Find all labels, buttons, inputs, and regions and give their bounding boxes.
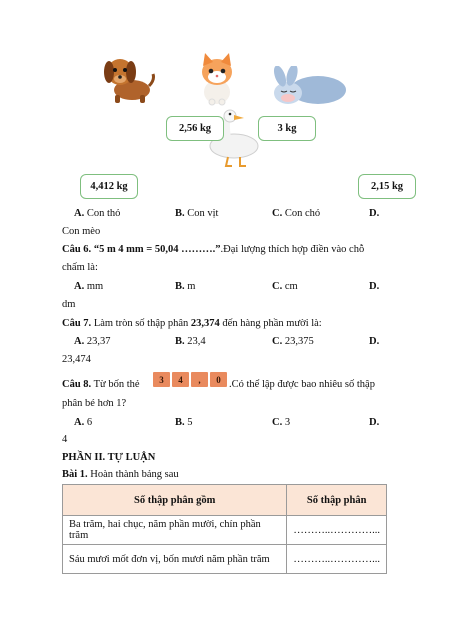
- table-cell: Ba trăm, hai chục, năm phần mười, chín phần trăm: [63, 516, 287, 545]
- question-text-end: đến hàng phần mười là:: [219, 318, 322, 329]
- q5-option-a: [74, 207, 120, 221]
- q5-option-c: [272, 207, 320, 221]
- q6-option-c: [272, 280, 298, 294]
- option-text: 6: [86, 417, 93, 428]
- q6-option-b: [175, 280, 195, 294]
- option-text: 3: [284, 417, 291, 428]
- question-label: Câu 8.: [62, 379, 92, 390]
- q8-option-c: [272, 416, 290, 430]
- q8-option-d-text: 4: [62, 434, 68, 445]
- option-letter: B.: [175, 281, 185, 292]
- option-letter: A.: [74, 336, 85, 347]
- question-label: Câu 7.: [62, 318, 92, 329]
- rabbit-illustration: [266, 66, 350, 106]
- table-cell: Sáu mươi mốt đơn vị, bốn mươi năm phần trăm: [63, 545, 287, 574]
- section-heading: PHẦN II. TỰ LUẬN: [62, 452, 156, 463]
- option-text: 5: [187, 417, 193, 428]
- option-text: 23,4: [187, 336, 206, 347]
- option-text: 23,37: [86, 336, 111, 347]
- option-letter: A.: [74, 208, 85, 219]
- q5-option-b: [175, 207, 218, 221]
- option-letter: B.: [175, 208, 185, 219]
- table-row: [63, 516, 387, 545]
- question-6-cont: chấm là:: [62, 262, 98, 273]
- question-text: Làm tròn số thập phân: [91, 318, 191, 329]
- decimal-table: [62, 484, 387, 574]
- option-text: Con vịt: [187, 208, 219, 219]
- question-number: 23,374: [190, 318, 220, 329]
- q5-option-d-text: Con mèo: [62, 226, 101, 237]
- question-8-start: [62, 378, 140, 392]
- option-letter: A.: [74, 281, 85, 292]
- number-cards: [153, 372, 229, 387]
- q6-option-a: [74, 280, 103, 294]
- weight-label-3: 4,412 kg: [80, 174, 138, 199]
- q8-option-d-letter: D.: [369, 417, 380, 428]
- q8-option-b: [175, 416, 193, 430]
- cat-illustration: [193, 52, 241, 106]
- option-text: m: [187, 281, 196, 292]
- exercise-1: [62, 468, 179, 482]
- weight-label-2: 3 kg: [258, 116, 316, 141]
- option-text: mm: [86, 281, 104, 292]
- question-8-cont: phân bé hơn 1?: [62, 398, 127, 409]
- question-label: Câu 6.: [62, 244, 92, 255]
- answer-blank[interactable]: ………..…………...: [287, 516, 387, 545]
- q6-option-d-letter: D.: [369, 281, 380, 292]
- option-letter: A.: [74, 417, 85, 428]
- exercise-label: Bài 1.: [62, 469, 88, 480]
- number-card: ,: [191, 372, 208, 387]
- question-8-text: .Có thể lập được bao nhiêu số thập: [229, 379, 375, 390]
- option-letter: C.: [272, 208, 283, 219]
- question-text: .Đại lượng thích hợp điền vào chỗ: [220, 244, 365, 255]
- weight-label-1: 2,56 kg: [166, 116, 224, 141]
- q7-option-a: [74, 335, 110, 349]
- number-card: 3: [153, 372, 170, 387]
- question-6: [62, 243, 364, 257]
- option-letter: C.: [272, 417, 283, 428]
- table-header-row: [63, 485, 387, 516]
- answer-blank[interactable]: ………..…………...: [287, 545, 387, 574]
- q7-option-d-text: 23,474: [62, 354, 91, 365]
- q6-option-d-text: dm: [62, 299, 76, 310]
- weight-label-4: 2,15 kg: [358, 174, 416, 199]
- q7-option-c: [272, 335, 314, 349]
- dog-illustration: [100, 50, 156, 106]
- column-header: Số thập phân gồm: [63, 485, 287, 516]
- option-letter: C.: [272, 336, 283, 347]
- option-text: Con thỏ: [86, 208, 121, 219]
- option-text: Con chó: [284, 208, 321, 219]
- option-letter: B.: [175, 336, 185, 347]
- question-text: Từ bốn thẻ: [91, 379, 140, 390]
- q8-option-a: [74, 416, 92, 430]
- column-header: Số thập phân: [287, 485, 387, 516]
- exercise-text: Hoàn thành bảng sau: [87, 469, 179, 480]
- number-card: 0: [210, 372, 227, 387]
- option-text: 23,375: [284, 336, 314, 347]
- q7-option-b: [175, 335, 206, 349]
- number-card: 4: [172, 372, 189, 387]
- q5-option-d-letter: D.: [369, 208, 380, 219]
- option-letter: C.: [272, 281, 283, 292]
- question-7: [62, 317, 322, 331]
- q7-option-d-letter: D.: [369, 336, 380, 347]
- option-letter: B.: [175, 417, 185, 428]
- question-prompt: “5 m 4 mm = 50,04 ……….”: [93, 244, 221, 255]
- table-row: [63, 545, 387, 574]
- option-text: cm: [284, 281, 298, 292]
